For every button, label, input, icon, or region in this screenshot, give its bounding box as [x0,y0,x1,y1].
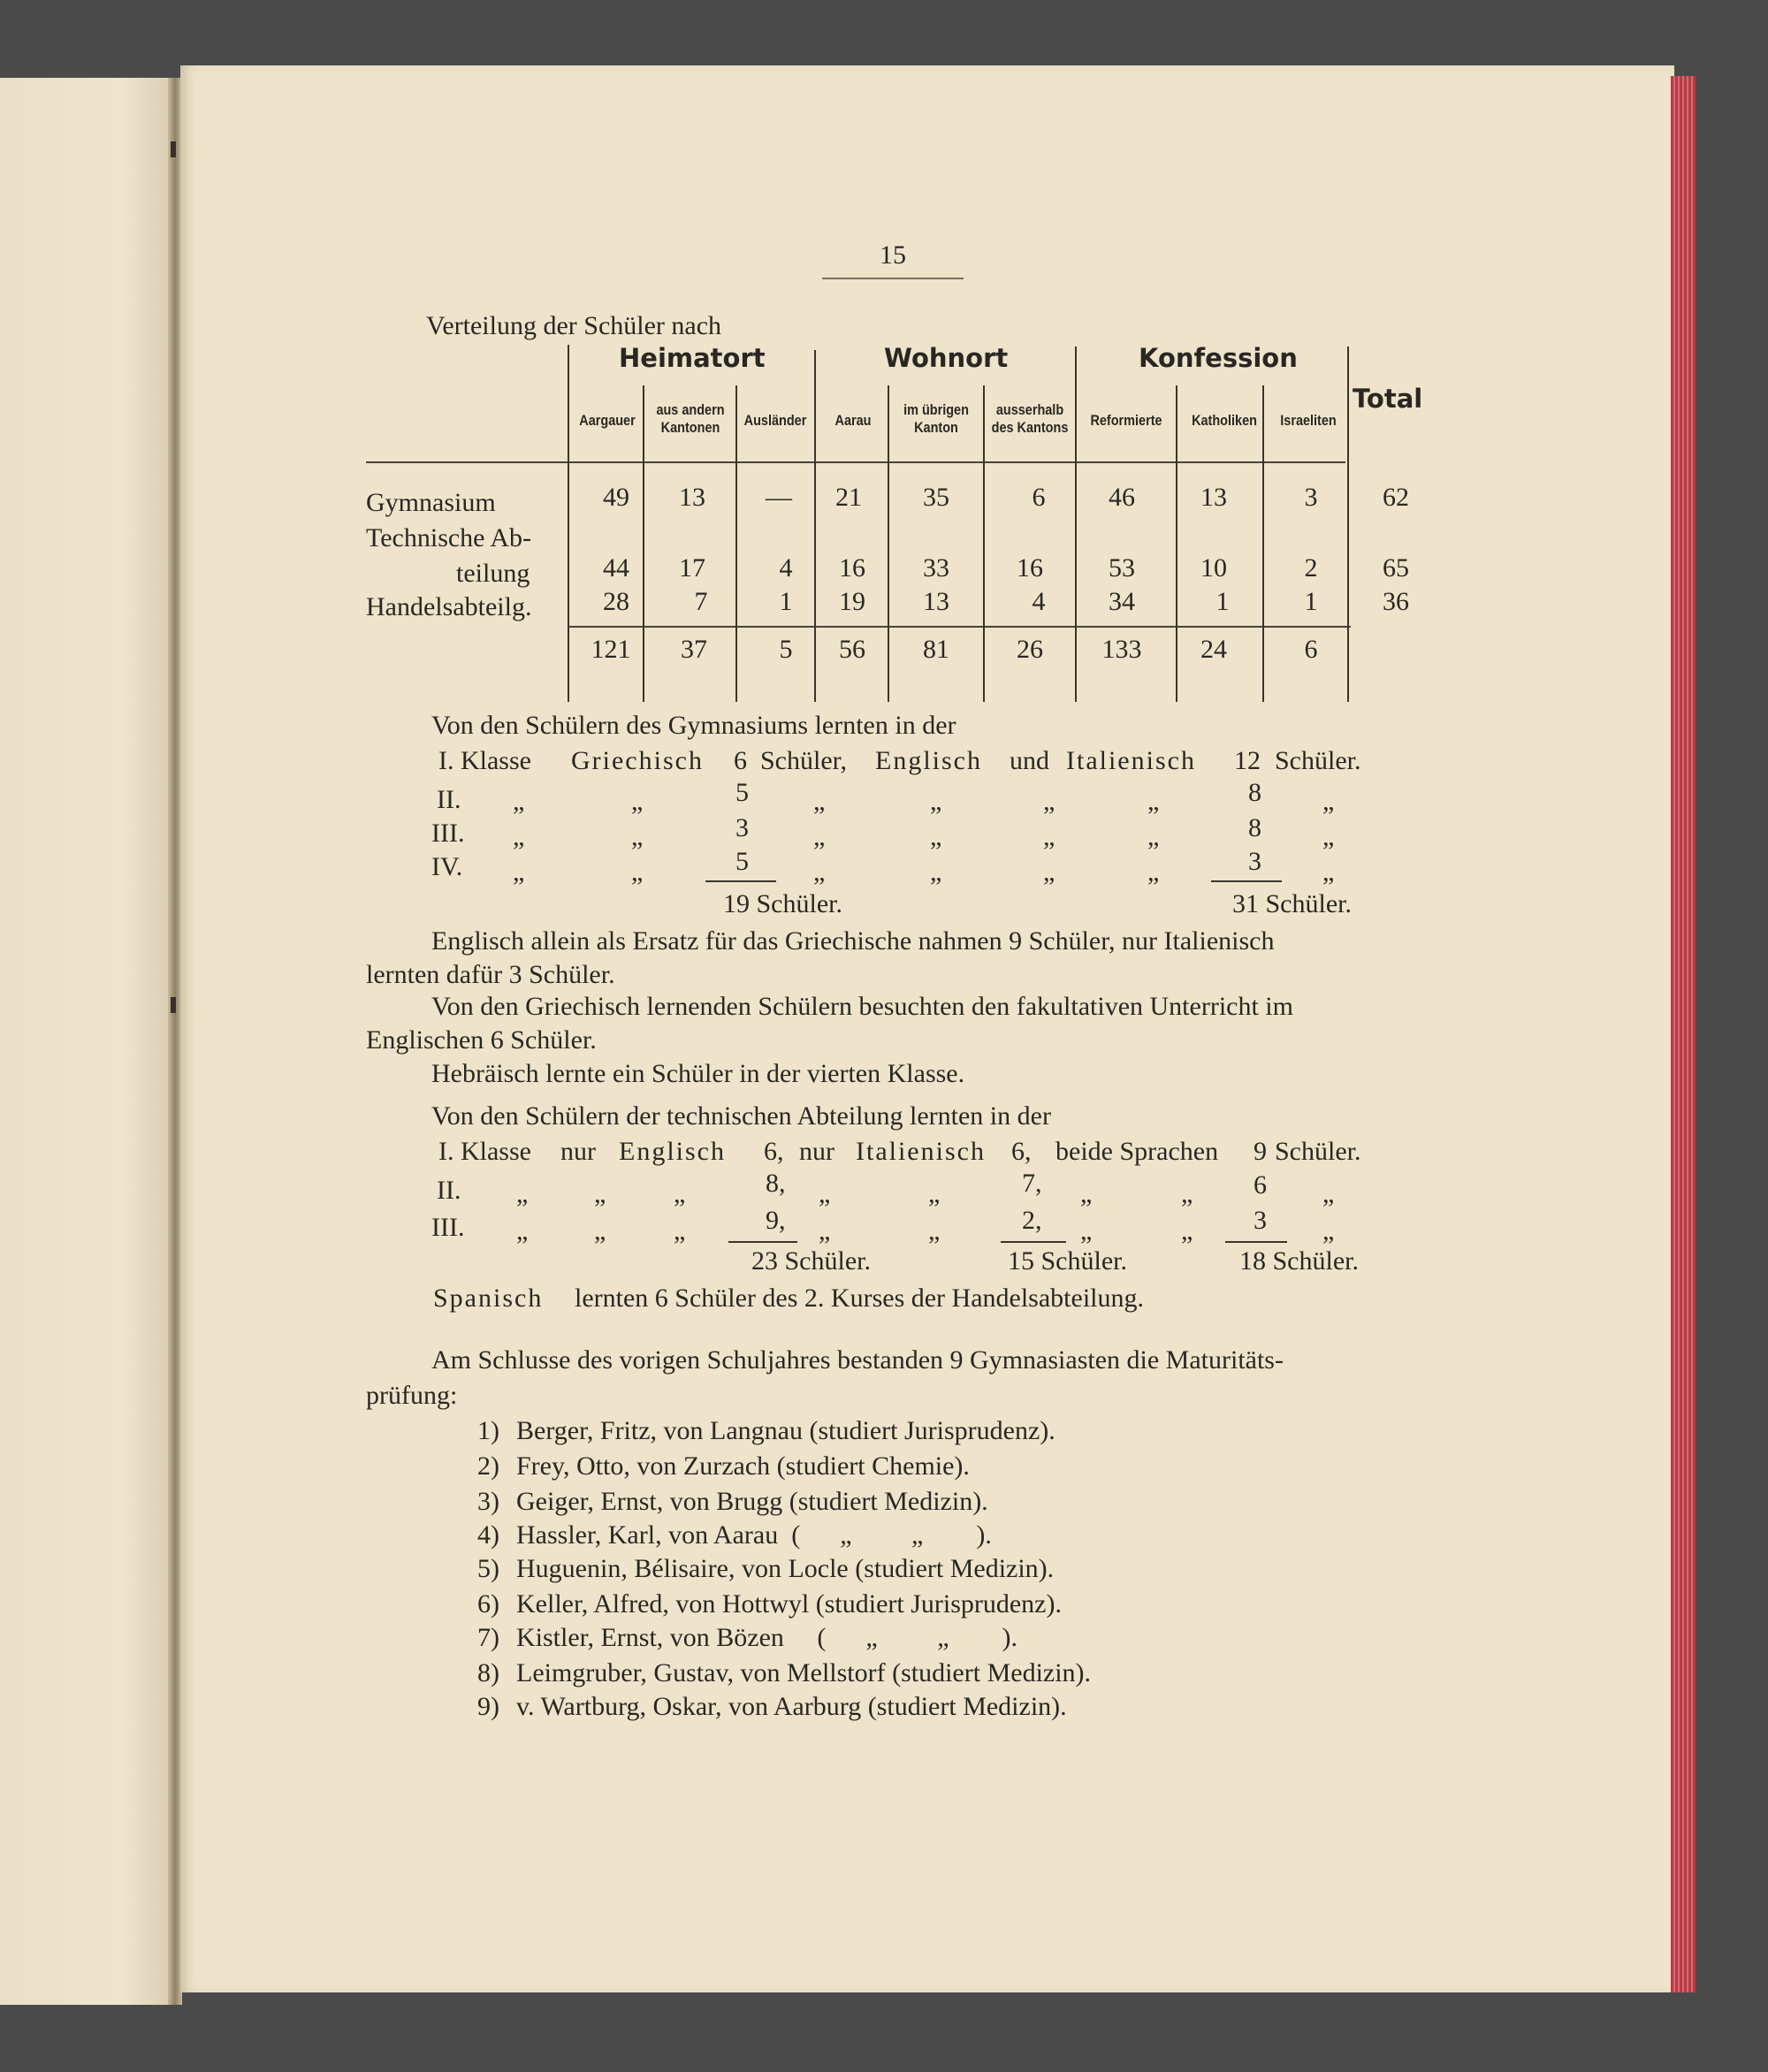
tech-word: Schüler. [1275,1137,1361,1166]
ditto-mark: „ [1147,857,1160,887]
group-total: Total [1353,384,1423,414]
table-cell: 3 [1304,483,1318,512]
ditto-mark: „ [594,1216,606,1245]
table-cell: 35 [923,483,949,512]
tech-sum: 23 Schüler. [751,1246,871,1276]
gym-count: 8 [1248,813,1261,842]
table-caption: Verteilung der Schüler nach [426,311,722,340]
table-cell: 49 [603,483,629,512]
table-cell: 16 [839,553,865,583]
row-label: Handelsabteilg. [366,592,532,621]
col-header: Ausländer [743,412,807,429]
ditto-mark: „ [1043,787,1055,816]
list-item-number: 4) [477,1520,499,1550]
gym-count: 3 [735,813,749,842]
list-item-number: 2) [477,1451,499,1481]
table-cell: 1 [1216,587,1230,616]
table-cell: 13 [923,587,949,616]
ditto-mark: „ [819,1216,831,1245]
table-cell-total: 36 [1383,587,1409,616]
col-header: Aarau [834,412,872,429]
table-cell: 44 [603,553,629,583]
table-cell: — [766,483,792,512]
binding-thread [171,997,176,1013]
ditto-mark: „ [930,857,942,887]
list-item-number: 7) [477,1623,499,1652]
list-item-number: 8) [477,1658,499,1687]
list-item: Geiger, Ernst, von Brugg (studiert Medizin). [516,1487,988,1516]
table-vline [1176,385,1177,702]
maturity-intro: prüfung: [366,1381,458,1410]
ditto-mark: „ [631,857,644,887]
sum-underline [1001,1241,1066,1243]
table-cell-total: 65 [1383,553,1409,583]
table-vline [1262,385,1264,702]
col-header: aus andern Kantonen [656,401,725,436]
table-cell: 10 [1200,553,1227,583]
table-cell: 4 [779,553,793,583]
gym-klasse: I. Klasse [438,746,531,775]
table-sum-cell: 24 [1200,635,1227,664]
table-cell: 13 [1200,483,1227,512]
list-item-number: 5) [477,1554,499,1583]
spanish-word: Spanisch [433,1284,544,1313]
ditto-mark: „ [1322,1179,1335,1208]
table-vline [1075,347,1077,702]
tech-lang-englisch: Englisch [619,1137,726,1166]
ditto-mark: „ [1080,1216,1093,1245]
col-header: Reformierte [1090,412,1162,429]
table-cell: 6 [1032,483,1046,512]
list-item-number: 9) [477,1692,499,1721]
ditto-mark: „ [819,1179,831,1208]
sum-underline [705,880,776,882]
list-item: Berger, Fritz, von Langnau (studiert Jurisprudenz). [516,1416,1055,1445]
list-item: Huguenin, Bélisaire, von Locle (studiert Medizin). [516,1554,1055,1583]
table-sum-cell: 56 [839,635,865,664]
table-sum-cell: 6 [1304,635,1318,664]
tech-klasse: I. Klasse [438,1137,531,1166]
gym-lang-griechisch: Griechisch [571,746,704,775]
tech-lang-italienisch: Italienisch [856,1137,986,1166]
tech-beide: beide Sprachen [1055,1137,1219,1166]
tech-klasse: II. [437,1176,461,1205]
ditto-mark: „ [1181,1216,1193,1245]
paragraph: Von den Griechisch lernenden Schülern besuchten den fakultativen Unterricht im [431,992,1293,1021]
table-header-rule [366,461,1345,463]
gym-klasse: II. [437,785,461,814]
gym-count: 8 [1248,778,1261,807]
row-label: Gymnasium [366,488,496,517]
col-header: Aargauer [579,412,636,429]
col-header: im übrigen Kanton [903,401,969,436]
tech-count: 8, [766,1169,786,1198]
ditto-mark: „ [594,1179,606,1208]
table-cell: 46 [1109,483,1135,512]
gym-count: 5 [735,778,749,807]
ditto-mark: „ [930,787,942,816]
list-item-number: 3) [477,1487,499,1516]
list-item-number: 1) [477,1416,499,1445]
table-sum-cell: 26 [1017,635,1043,664]
table-cell: 1 [1304,587,1318,616]
table-cell: 28 [603,587,629,616]
ditto-mark: „ [1043,822,1055,851]
sum-underline [1225,1241,1287,1243]
gym-count: 6 [734,746,747,775]
tech-count: 3 [1254,1206,1267,1235]
ditto-mark: „ [813,857,826,887]
tech-count: 6, [764,1137,784,1166]
ditto-mark: „ [930,822,942,851]
table-sum-cell: 5 [779,635,793,664]
table-sum-cell: 37 [681,635,707,664]
col-header: Israeliten [1280,412,1337,429]
table-vline [735,385,737,702]
gym-intro: Von den Schülern des Gymnasiums lernten in der [431,711,956,740]
table-cell: 4 [1032,587,1046,616]
table-cell: 16 [1017,553,1043,583]
tech-klasse: III. [431,1213,465,1242]
tech-nur: nur [560,1137,596,1166]
table-cell: 7 [694,587,708,616]
ditto-mark: „ [1043,857,1055,887]
sum-underline [728,1241,797,1243]
ditto-mark: „ [513,857,525,887]
gym-klasse: IV. [431,852,463,881]
table-sum-cell: 133 [1101,635,1142,664]
tech-intro: Von den Schülern der technischen Abteilung lernten in der [431,1101,1051,1131]
gym-lang-italienisch: Italienisch [1066,746,1196,775]
gym-lang-englisch: Englisch [875,746,982,775]
paragraph: Englisch allein als Ersatz für das Griechische nahmen 9 Schüler, nur Italienisch [431,926,1275,956]
left-page [0,78,175,2005]
ditto-mark: „ [674,1179,686,1208]
ditto-mark: „ [513,822,525,851]
tech-count: 6, [1011,1137,1032,1166]
table-cell: 19 [839,587,865,616]
table-cell: 33 [923,553,949,583]
ditto-mark: „ [1181,1179,1193,1208]
maturity-intro: Am Schlusse des vorigen Schuljahres bestanden 9 Gymnasiasten die Maturitäts- [431,1345,1284,1375]
gym-count: 5 [735,847,749,876]
list-item: Frey, Otto, von Zurzach (studiert Chemie). [516,1451,970,1481]
ditto-mark: „ [1322,822,1335,851]
tech-sum: 15 Schüler. [1008,1246,1127,1276]
gym-count: 12 [1234,746,1261,775]
group-heimatort: Heimatort [619,343,766,373]
table-cell: 53 [1109,553,1135,583]
ditto-mark: „ [631,822,644,851]
gym-word: Schüler, [760,746,847,775]
table-vline [888,385,889,702]
table-vline [568,345,569,702]
gym-klasse: III. [431,819,465,848]
ditto-mark: „ [631,787,644,816]
sum-underline [1211,880,1282,882]
tech-count: 2, [1022,1206,1042,1235]
table-sum-cell: 121 [591,635,631,664]
page-number-rule [822,278,964,279]
tech-count: 6 [1254,1170,1267,1200]
ditto-mark: „ [516,1216,529,1245]
ditto-mark: „ [813,787,826,816]
table-cell: 34 [1109,587,1135,616]
table-vline [643,385,644,702]
tech-count: 9, [766,1206,786,1235]
col-header: Katholiken [1192,412,1257,429]
gym-count: 3 [1248,847,1261,876]
ditto-mark: „ [1147,822,1160,851]
page-edges-red [1671,76,1696,1992]
table-sum-rule [569,626,1351,628]
group-wohnort: Wohnort [884,343,1009,373]
ditto-mark: „ [1322,1216,1335,1245]
tech-count: 7, [1022,1169,1042,1198]
ditto-mark: „ [813,822,826,851]
paragraph: lernten 6 Schüler des 2. Kurses der Handelsabteilung. [575,1284,1144,1313]
gym-und: und [1010,746,1049,775]
ditto-mark: „ [1322,857,1335,887]
table-cell: 17 [679,553,705,583]
table-vline [983,385,985,702]
ditto-mark: „ [513,787,525,816]
paragraph: lernten dafür 3 Schüler. [366,960,615,989]
ditto-mark: „ [928,1216,941,1245]
gym-sum: 31 Schüler. [1232,889,1352,918]
tech-sum: 18 Schüler. [1239,1246,1359,1276]
paragraph: Englischen 6 Schüler. [366,1025,597,1055]
table-sum-cell: 81 [923,635,949,664]
binding-thread [171,141,176,157]
col-header: ausserhalb des Kantons [991,401,1069,436]
ditto-mark: „ [1322,787,1335,816]
list-item: Leimgruber, Gustav, von Mellstorf (studiert Medizin). [516,1658,1092,1687]
ditto-mark: „ [1080,1179,1093,1208]
ditto-mark: „ [674,1216,686,1245]
table-cell: 13 [679,483,705,512]
group-konfession: Konfession [1139,343,1298,373]
table-cell: 1 [779,587,793,616]
paragraph: Hebräisch lernte ein Schüler in der vierten Klasse. [431,1059,965,1088]
ditto-mark: „ [1147,787,1160,816]
tech-nur: nur [799,1137,834,1166]
table-cell: 2 [1304,553,1318,583]
table-cell: 21 [835,483,862,512]
table-vline [1347,347,1349,702]
row-label: Technische Ab- [366,523,532,552]
gym-sum: 19 Schüler. [723,889,842,918]
gym-word: Schüler. [1275,746,1361,775]
list-item: Keller, Alfred, von Hottwyl (studiert Jurisprudenz). [516,1589,1062,1619]
list-item: Kistler, Ernst, von Bözen ( „ „ ). [516,1623,1018,1652]
table-cell-total: 62 [1383,483,1409,512]
list-item: v. Wartburg, Oskar, von Aarburg (studiert Medizin). [516,1692,1067,1721]
list-item-number: 6) [477,1589,499,1619]
page-number: 15 [880,240,906,270]
ditto-mark: „ [516,1179,529,1208]
list-item: Hassler, Karl, von Aarau ( „ „ ). [516,1520,992,1550]
ditto-mark: „ [928,1179,941,1208]
row-label: teilung [456,559,530,588]
tech-count: 9 [1254,1137,1267,1166]
